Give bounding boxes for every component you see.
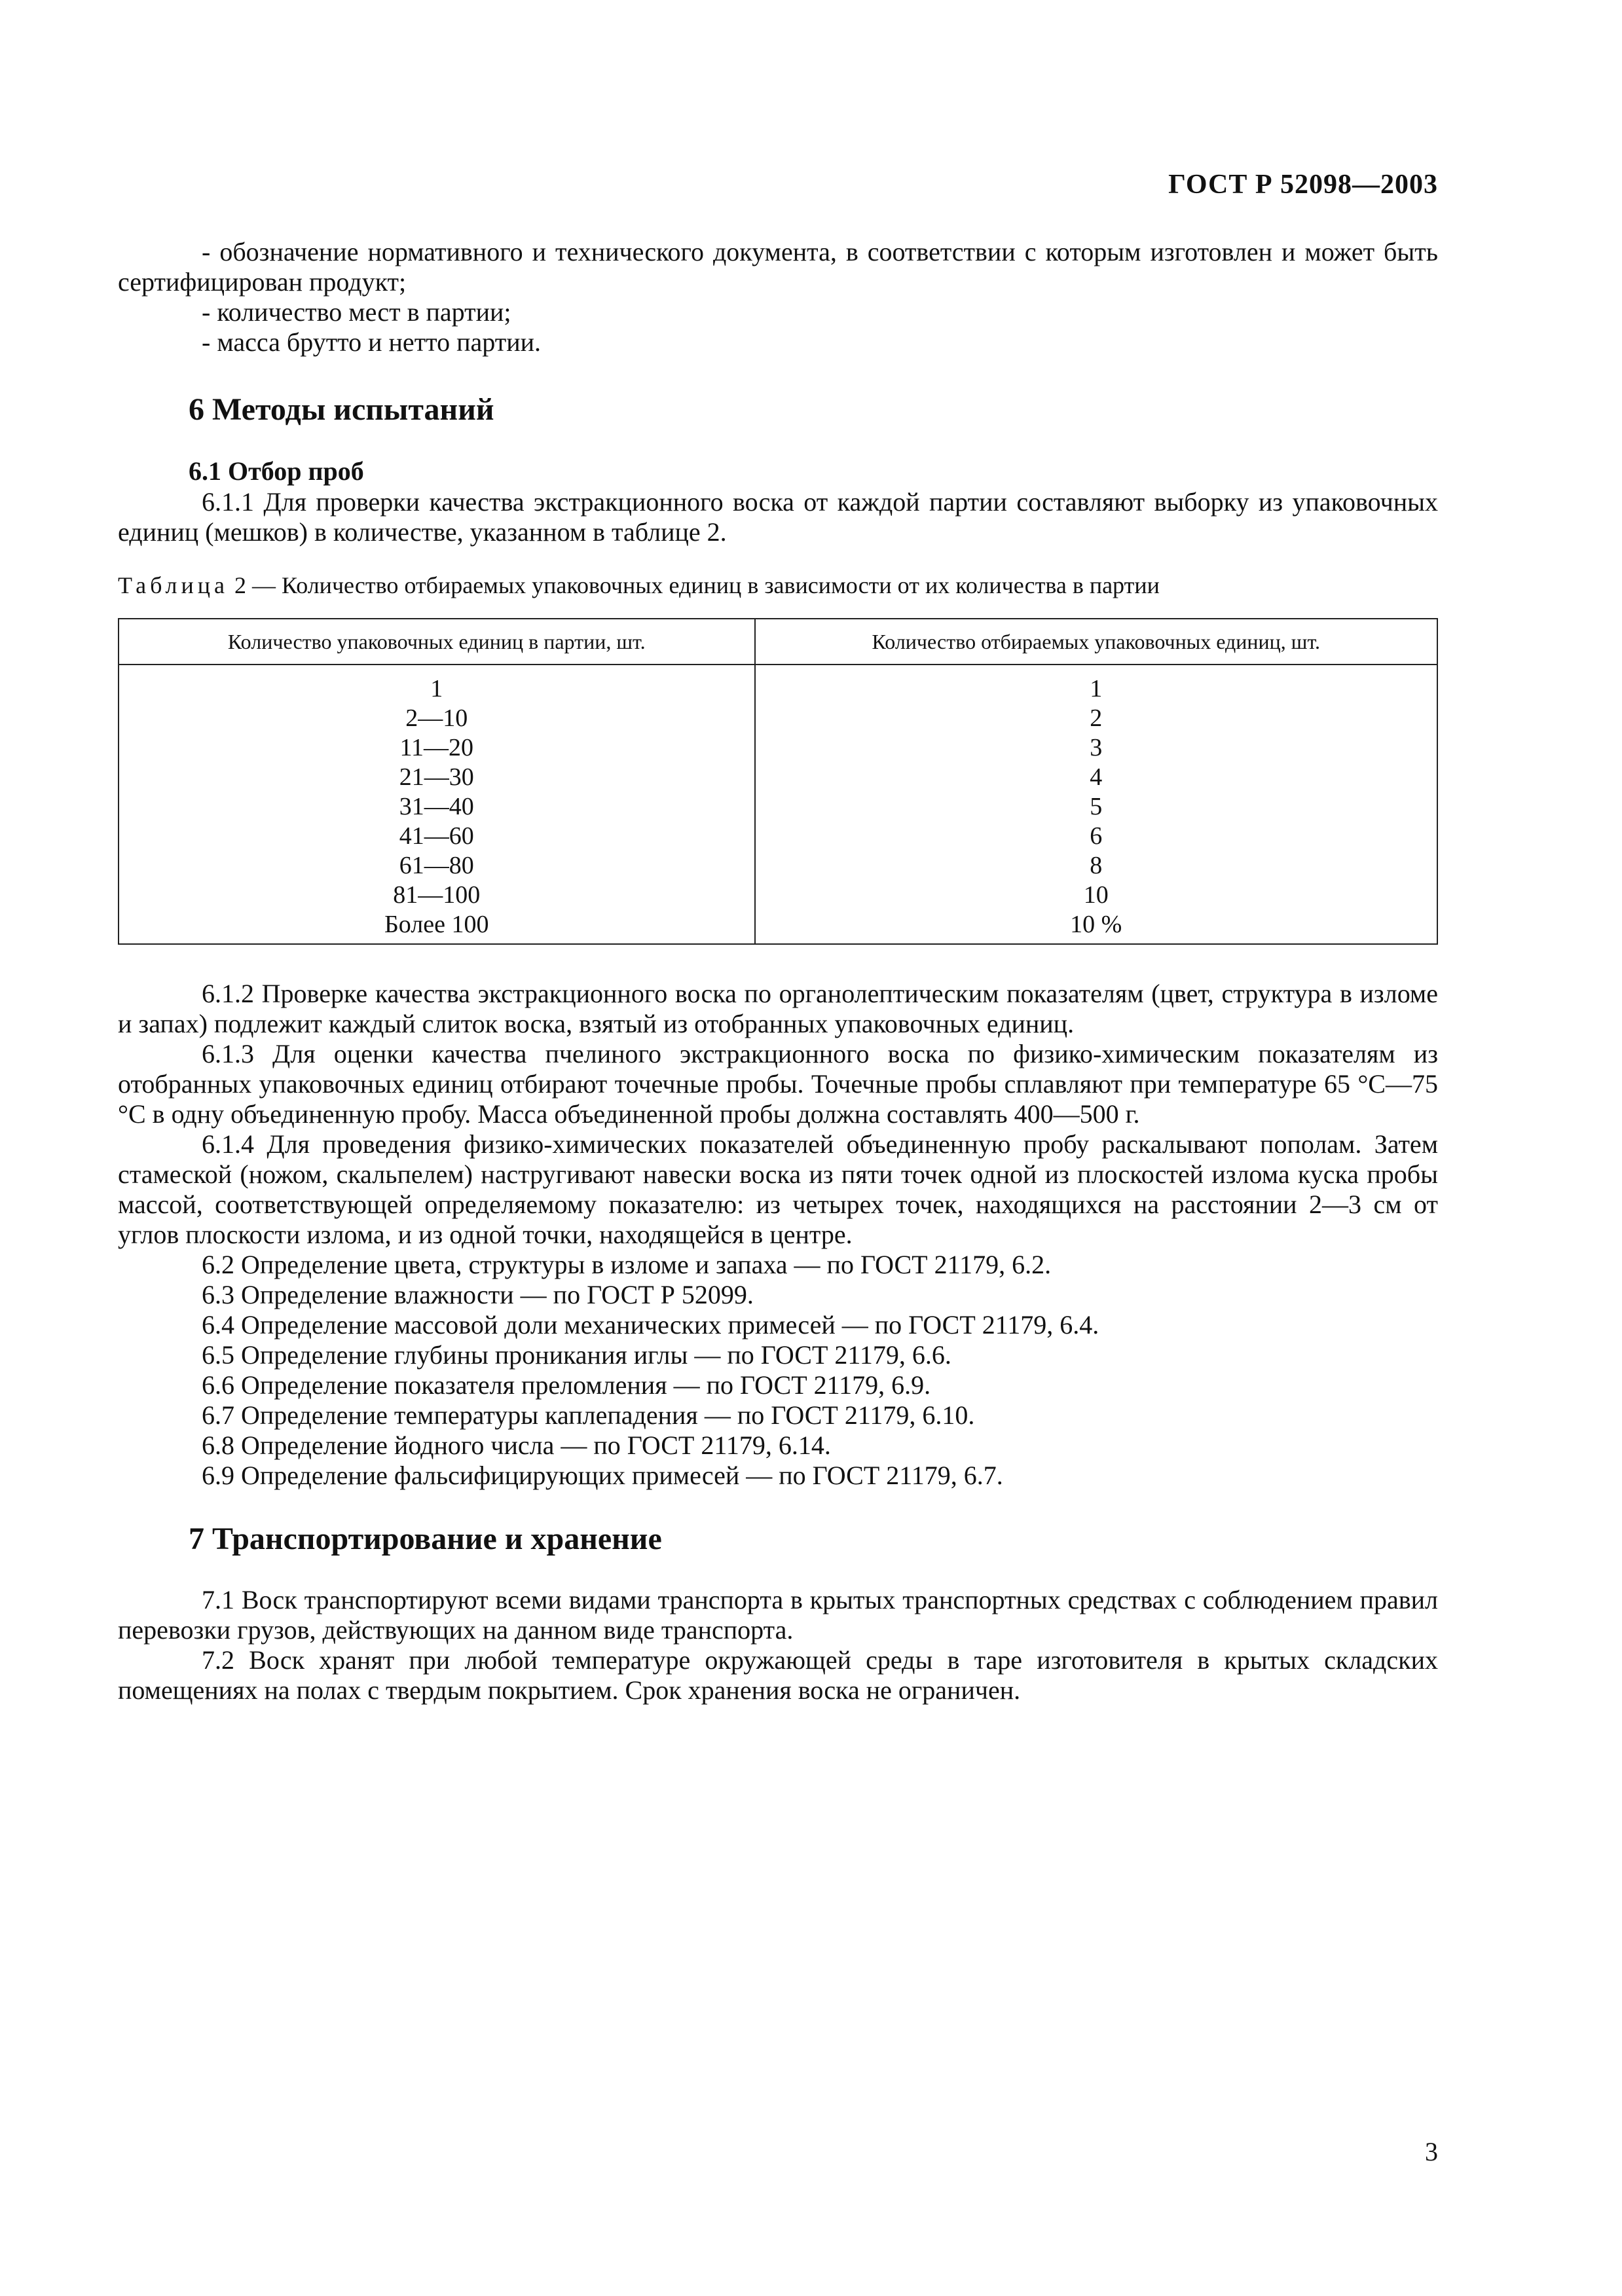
table-2-caption xyxy=(118,571,1438,600)
table-header-cell: Количество упаковочных единиц в партии, шт. xyxy=(119,619,755,665)
table-cell: 3 xyxy=(755,733,1438,763)
table-cell: 61—80 xyxy=(119,851,755,881)
table-cell: 81—100 xyxy=(119,881,755,910)
page-number: 3 xyxy=(1425,2137,1438,2166)
paragraph-6-1-2: 6.1.2 Проверке качества экстракционного воска по органолептическим показателям (цвет, структура в изломе и запах) подлежит каждый слиток воска, взятый из отобранных упаковочных единиц. xyxy=(118,979,1438,1038)
table-header-row xyxy=(119,619,1437,665)
table-cell: 5 xyxy=(755,792,1438,822)
intro-item-mass: - масса брутто и нетто партии. xyxy=(202,327,542,357)
table-header-cell: Количество отбираемых упаковочных единиц, шт. xyxy=(755,619,1438,665)
table-cell: 1 xyxy=(755,665,1438,704)
paragraph-7-2: 7.2 Воск хранят при любой температуре окружающей среды в таре изготовителя в крытых складских помещениях на полах с твердым покрытием. Срок хранения воска не ограничен. xyxy=(118,1645,1438,1705)
table-cell: 2 xyxy=(755,704,1438,733)
table-cell: 8 xyxy=(755,851,1438,881)
page-body xyxy=(118,151,1438,1705)
table-row xyxy=(119,910,1437,944)
document-code: ГОСТ Р 52098—2003 xyxy=(1168,170,1438,200)
table-row xyxy=(119,733,1437,763)
table-cell: Более 100 xyxy=(119,910,755,944)
subsection-6-1-heading: 6.1 Отбор проб xyxy=(189,456,364,486)
table-cell: 1 xyxy=(119,665,755,704)
table-2-caption-text: 2 — Количество отбираемых упаковочных единиц в зависимости от их количества в партии xyxy=(228,572,1160,598)
paragraph-6-3: 6.3 Определение влажности — по ГОСТ Р 52099. xyxy=(202,1280,754,1309)
paragraph-6-6: 6.6 Определение показателя преломления — по ГОСТ 21179, 6.9. xyxy=(202,1370,931,1400)
table-cell: 21—30 xyxy=(119,763,755,792)
table-cell: 11—20 xyxy=(119,733,755,763)
intro-item-document: - обозначение нормативного и технического документа, в соответствии с которым изготовлен и может быть сертифицирован продукт; xyxy=(118,237,1438,297)
table-cell: 10 xyxy=(755,881,1438,910)
table-row xyxy=(119,704,1437,733)
paragraph-6-5: 6.5 Определение глубины проникания иглы — по ГОСТ 21179, 6.6. xyxy=(202,1340,951,1370)
table-cell: 31—40 xyxy=(119,792,755,822)
table-cell: 2—10 xyxy=(119,704,755,733)
table-cell: 41—60 xyxy=(119,822,755,851)
paragraph-7-1: 7.1 Воск транспортируют всеми видами транспорта в крытых транспортных средствах с соблюдением правил перевозки грузов, действующих на данном виде транспорта. xyxy=(118,1585,1438,1645)
table-cell: 4 xyxy=(755,763,1438,792)
paragraph-6-1-4: 6.1.4 Для проведения физико-химических показателей объединенную пробу раскалывают пополам. Затем стамеской (ножом, скальпелем) настругивают навески воска из пяти точек одной из плоскостей излома куска пробы массой, соответствующей определяемому показателю: из четырех точек, находящихся на расстоянии 2—3 см от углов плоскости излома, и из одной точки, находящейся в центре. xyxy=(118,1129,1438,1249)
section-6-heading: 6 Методы испытаний xyxy=(189,392,494,427)
table-row xyxy=(119,792,1437,822)
paragraph-6-1-3: 6.1.3 Для оценки качества пчелиного экстракционного воска по физико-химическим показателям из отобранных упаковочных единиц отбирают точечные пробы. Точечные пробы сплавляют при температуре 65 °С—75 °С в одну объединенную пробу. Масса объединенной пробы должна составлять 400—500 г. xyxy=(118,1039,1438,1129)
section-7-heading: 7 Транспортирование и хранение xyxy=(189,1522,662,1556)
paragraph-6-2: 6.2 Определение цвета, структуры в изломе и запаха — по ГОСТ 21179, 6.2. xyxy=(202,1250,1052,1279)
table-2-caption-label: Таблица xyxy=(118,572,229,598)
table-row xyxy=(119,881,1437,910)
table-row xyxy=(119,763,1437,792)
table-cell: 6 xyxy=(755,822,1438,851)
paragraph-6-8: 6.8 Определение йодного числа — по ГОСТ 21179, 6.14. xyxy=(202,1430,831,1460)
paragraph-6-9: 6.9 Определение фальсифицирующих примесей — по ГОСТ 21179, 6.7. xyxy=(202,1461,1003,1490)
paragraph-6-1-1: 6.1.1 Для проверки качества экстракционного воска от каждой партии составляют выборку из упаковочных единиц (мешков) в количестве, указанном в таблице 2. xyxy=(118,487,1438,547)
table-row xyxy=(119,822,1437,851)
intro-item-places: - количество мест в партии; xyxy=(202,297,511,327)
table-cell: 10 % xyxy=(755,910,1438,944)
table-row xyxy=(119,665,1437,704)
paragraph-6-4: 6.4 Определение массовой доли механических примесей — по ГОСТ 21179, 6.4. xyxy=(202,1310,1099,1339)
table-row xyxy=(119,851,1437,881)
table-2 xyxy=(118,618,1438,945)
paragraph-6-7: 6.7 Определение температуры каплепадения — по ГОСТ 21179, 6.10. xyxy=(202,1400,975,1430)
